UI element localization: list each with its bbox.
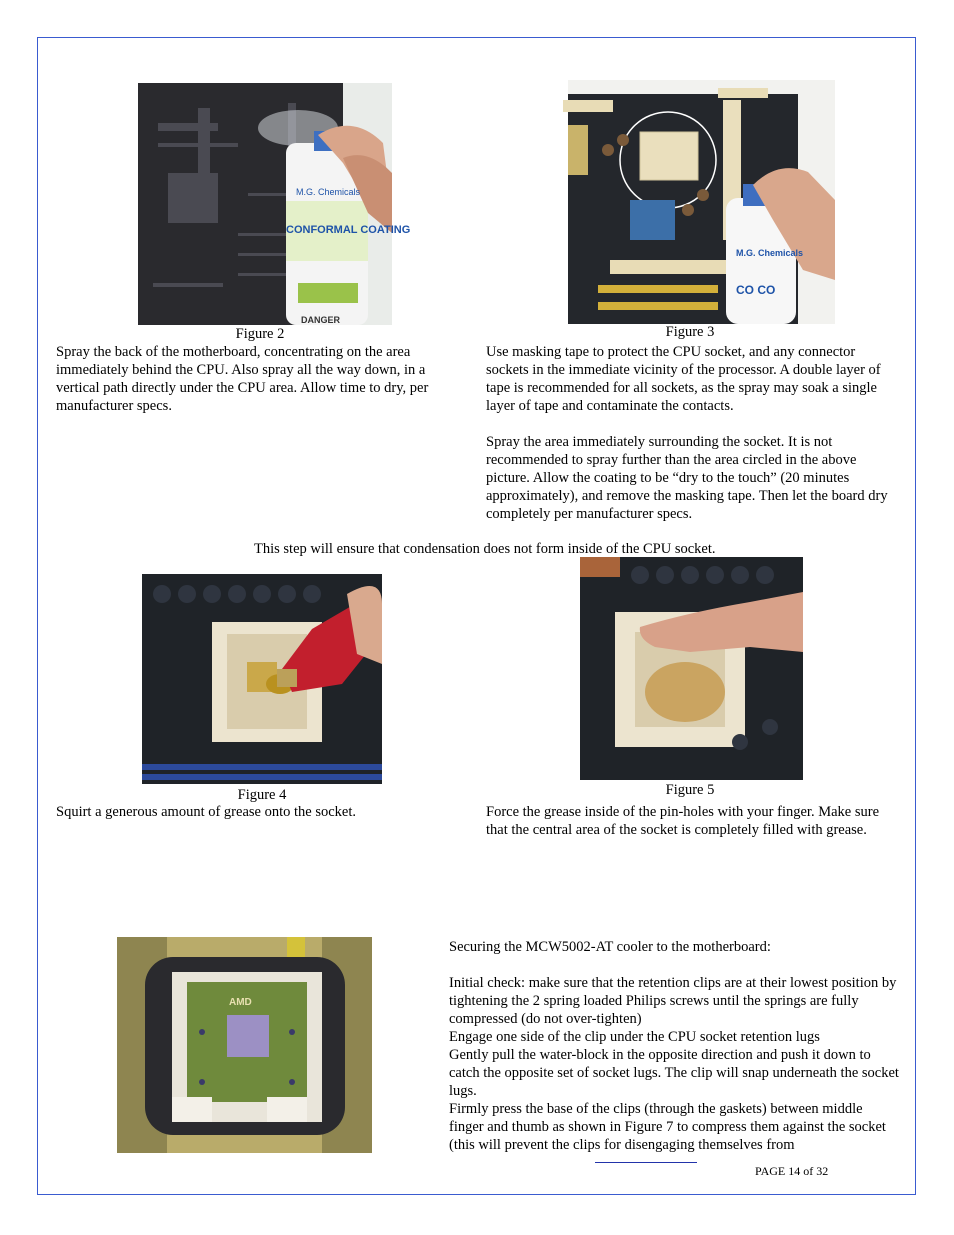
figure-5-caption: Figure 5 [665,782,715,798]
figure-4-photo [142,574,382,784]
figure-3-can-label: CO CO [736,283,776,297]
figure-2-description: Spray the back of the motherboard, concentrating on the area immediately behind the CPU. Also spray all the way down, in a vertical path directly under the CPU area. Allow time to dry, per manufacturer specs. [56,344,429,414]
page-number: PAGE 14 of 32 [755,1164,829,1178]
figure-4-description: Squirt a generous amount of grease onto the socket. [56,804,356,820]
figure-6-photo [117,937,372,1153]
figure-2-caption: Figure 2 [235,326,285,342]
figure-5-photo [580,557,803,780]
securing-heading: Securing the MCW5002-AT cooler to the motherboard: [449,939,771,955]
figure-4-caption: Figure 4 [237,787,287,803]
securing-step-2: Engage one side of the clip under the CPU socket retention lugs [449,1029,820,1045]
figure-3-can-brand: M.G. Chemicals [736,248,804,258]
figure-2-photo [138,83,411,325]
figure-3-photo [568,80,835,324]
securing-step-1: Initial check: make sure that the retention clips are at their lowest position by tightening the 2 spring loaded Philips screws until the springs are fully compressed (do not over-tighten) [449,975,897,1027]
figure-2-can-brand: M.G. Chemicals [296,187,361,197]
figure-5-description: Force the grease inside of the pin-holes with your finger. Make sure that the central area of the socket is completely filled with grease. [486,804,880,838]
figure-3-description-2: Spray the area immediately surrounding the socket. It is not recommended to spray further than the area circled in the above picture. Allow the coating to be “dry to the touch” (20 minutes approximately), and remove the masking tape. Then let the board dry completely per manufacturer specs. [486,434,888,522]
securing-step-4: Firmly press the base of the clips (through the gaskets) between middle finger and thumb as shown in Figure 7 to compress them against the socket (this will prevent the clips for disengaging themselves from [449,1101,886,1153]
figure-6-chip-label: AMD [229,997,252,1008]
footer-link-rule [595,1162,697,1163]
securing-step-3: Gently pull the water-block in the opposite direction and push it down to catch the opposite set of socket lugs. The clip will snap underneath the socket lugs. [449,1047,899,1099]
figure-3-description-1: Use masking tape to protect the CPU socket, and any connector sockets in the immediate vicinity of the processor. A double layer of tape is recommended for all sockets, as the spray may soak a single layer of tape and contaminate the contacts. [486,344,881,414]
figure-2-can-label: CONFORMAL COATING [286,224,411,236]
figure-2-can-warning: DANGER [301,315,341,325]
figure-3-caption: Figure 3 [665,324,715,340]
condensation-note: This step will ensure that condensation does not form inside of the CPU socket. [254,541,716,557]
